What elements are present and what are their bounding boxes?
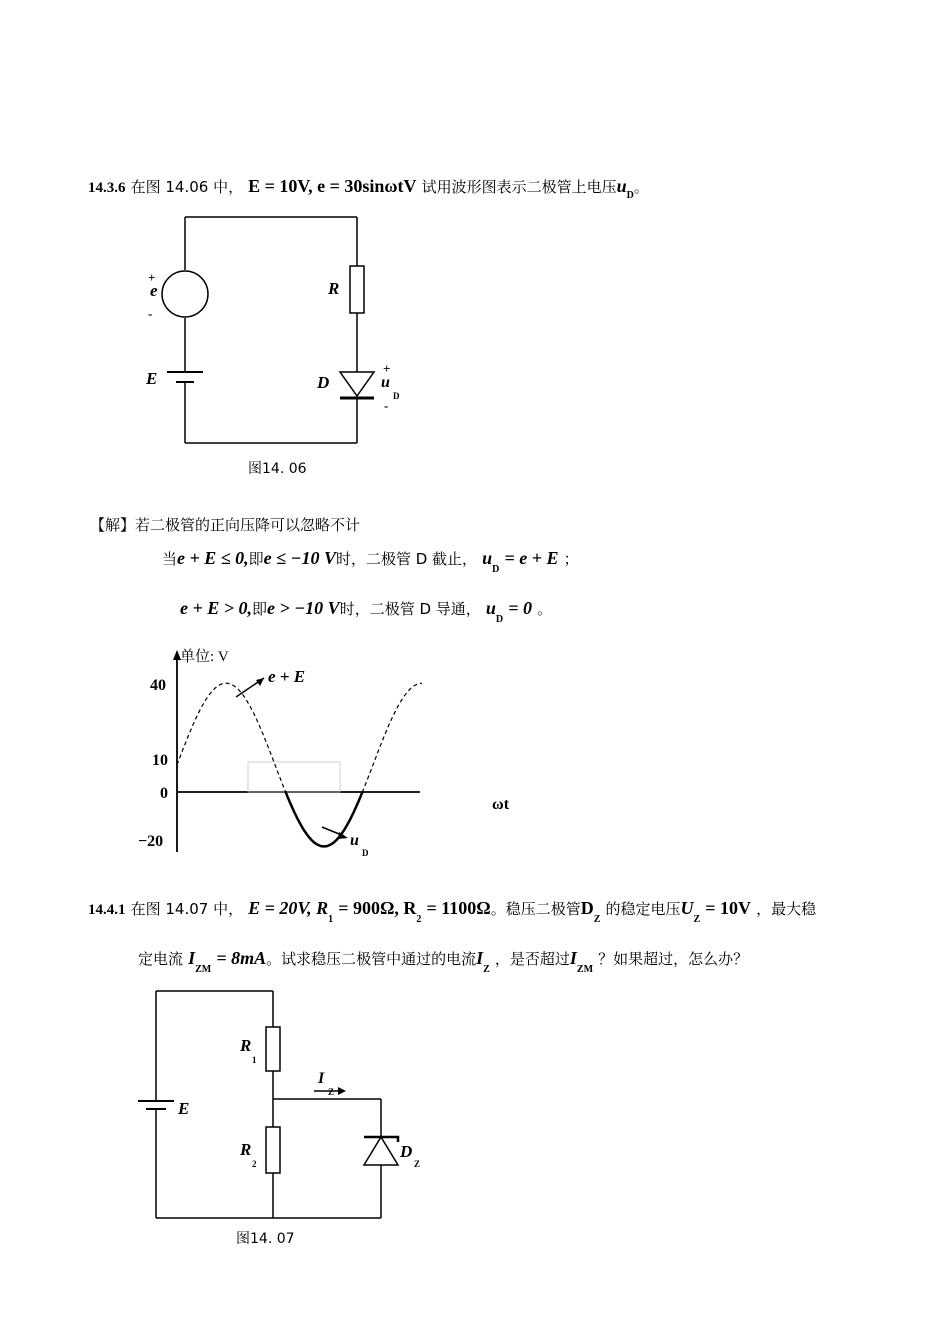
problem-14-4-1-line-2 [138, 948, 749, 975]
formula-part-1: E = 20V, R [248, 898, 329, 918]
diode-icon [340, 372, 374, 396]
e-minus: - [148, 306, 153, 321]
line2-text: 定电流 [138, 950, 184, 968]
problem-number: 14.4.1 [88, 902, 126, 918]
izm-2-sub: ZM [576, 964, 594, 975]
e-plus: + [148, 270, 156, 285]
dz-label-sub: Z [414, 1159, 421, 1169]
zener-diode-icon [364, 1137, 398, 1165]
text-1: 。稳压二极管 [490, 900, 581, 918]
dz-sub: Z [593, 914, 601, 925]
R-label: R [328, 279, 340, 298]
cutoff-text: 时，二极管 D 截止， [335, 550, 478, 568]
problem-14-4-1 [88, 898, 817, 925]
series-2-label-sub: D [362, 848, 369, 858]
x-axis-label: ωt [492, 796, 510, 813]
iz-label: I [318, 1070, 325, 1087]
tick-minus-20: −20 [138, 833, 164, 850]
text-3: ，最大稳 [756, 900, 817, 918]
r2-label: R [240, 1140, 252, 1159]
problem-intro: 在图 14.07 中， [130, 900, 244, 918]
ud-label: u [381, 374, 390, 391]
y-axis-label: 单位: V [180, 649, 229, 665]
izm: I [188, 948, 196, 968]
problem-formula: E = 10V, e = 30sinωtV [248, 176, 417, 196]
iz: I [476, 948, 484, 968]
namely-text: 即 [248, 550, 264, 568]
ud-sub: D [626, 190, 634, 201]
series-1-label: e + E [268, 667, 306, 686]
text-6: ？如果超过，怎么办？ [598, 950, 749, 968]
ud-sub: D [492, 564, 500, 575]
r2-icon [266, 1127, 280, 1173]
izm-2: I [569, 948, 577, 968]
D-label: D [317, 373, 330, 392]
when-text: 当 [162, 550, 178, 568]
problem-intro: 在图 14.06 中， [130, 178, 244, 196]
uz-equation: = 10V [705, 898, 752, 918]
dz-label: D [400, 1142, 413, 1161]
ud-equation: = 0 [508, 598, 532, 618]
uz: U [680, 898, 694, 918]
marker-box [248, 762, 340, 792]
tick-0: 0 [160, 785, 168, 802]
series-2-label: u [350, 832, 359, 849]
text-2: 的稳定电压 [605, 900, 681, 918]
conduct-text: 时，二极管 D 导通， [339, 600, 481, 618]
formula-part-3: = 1100Ω [426, 898, 491, 918]
ud-label-sub: D [393, 391, 400, 401]
r1-label-sub: 1 [252, 1055, 257, 1065]
dz: D [580, 898, 594, 918]
ud-var: u [616, 176, 627, 196]
problem-text: 试用波形图表示二极管上电压 [421, 178, 617, 196]
namely-text: 即 [252, 600, 268, 618]
ud-equation: = e + E [504, 548, 559, 568]
circuit-diagram-14-06 [130, 210, 430, 490]
current-arrow-icon [338, 1087, 346, 1095]
formula-part-2: = 900Ω, R [338, 898, 417, 918]
period: 。 [633, 178, 649, 196]
ud-var: u [482, 548, 493, 568]
solution-line-1 [162, 548, 579, 575]
izm-equation: = 8mA [216, 948, 267, 968]
waveform-chart [130, 640, 530, 870]
figure-caption-2: 图14. 07 [236, 1231, 295, 1247]
condition-2: e ≤ −10 V [263, 548, 336, 568]
uz-sub: Z [693, 914, 701, 925]
r2-sub: 2 [416, 914, 422, 925]
ud-plus: + [383, 361, 391, 376]
text-5: ，是否超过 [494, 950, 570, 968]
r1-label: R [240, 1036, 252, 1055]
r2-label-sub: 2 [252, 1159, 257, 1169]
ud-minus: - [384, 398, 389, 413]
condition: e + E > 0, [180, 598, 253, 618]
r1-sub: 1 [328, 914, 334, 925]
problem-14-3-6 [88, 176, 649, 201]
semicolon: ； [563, 550, 579, 568]
resistor-icon [350, 266, 364, 313]
period: 。 [537, 600, 553, 618]
condition: e + E ≤ 0, [177, 548, 249, 568]
ud-sub: D [495, 614, 504, 625]
figure-caption: 图14. 06 [248, 461, 307, 477]
circuit-diagram-14-07 [130, 985, 450, 1235]
ud-var: u [485, 598, 496, 618]
tick-10: 10 [152, 752, 168, 769]
solution-heading: 【解】若二极管的正向压降可以忽略不计 [90, 516, 361, 534]
izm-sub: ZM [195, 964, 212, 975]
solution-line-2 [180, 598, 553, 625]
E-label: E [146, 369, 158, 388]
text-4: 。试求稳压二极管中通过的电流 [266, 950, 477, 968]
condition-2: e > −10 V [267, 598, 340, 618]
r1-icon [266, 1027, 280, 1071]
ac-source-icon [162, 271, 208, 317]
iz-sub: Z [483, 964, 490, 975]
iz-label-sub: Z [328, 1087, 335, 1097]
tick-40: 40 [150, 677, 166, 694]
E-label: E [178, 1099, 190, 1118]
problem-number: 14.3.6 [88, 180, 126, 196]
e-label: e [150, 281, 158, 300]
